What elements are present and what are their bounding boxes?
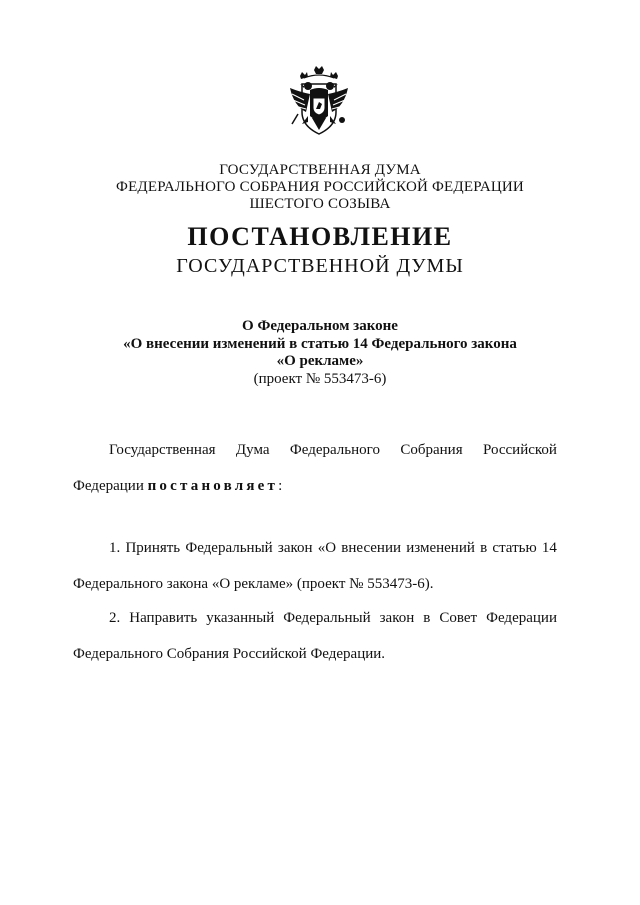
item2-line2: Федерального Собрания Российской Федерации. [73, 646, 386, 662]
item1-line1 [109, 540, 557, 557]
word: в [480, 540, 488, 556]
word: Собрания [400, 442, 463, 458]
word: статью [492, 540, 537, 556]
colon: : [278, 478, 283, 494]
word: Направить [129, 610, 198, 626]
preamble-line1 [109, 442, 557, 459]
subject-line3: «О рекламе» [276, 353, 364, 369]
word: Федеральный [185, 540, 273, 556]
word: Федерации [486, 610, 557, 626]
project-number: (проект № 553473-6) [253, 371, 387, 387]
word: Дума [235, 442, 270, 458]
word: Федеральный [283, 610, 371, 626]
russian-coat-of-arms-icon [286, 66, 352, 142]
preamble-text: Федерации [73, 478, 148, 494]
word: закон [277, 540, 313, 556]
word: изменений [406, 540, 475, 556]
word: Российской [483, 442, 557, 458]
convocation-line: ШЕСТОГО СОЗЫВА [249, 196, 391, 212]
subject-line1: О Федеральном законе [242, 318, 398, 334]
word: внесении [341, 540, 402, 556]
document-type-title: ПОСТАНОВЛЕНИЕ [187, 222, 453, 251]
word: Государственная [109, 442, 216, 458]
word: Федерального [289, 442, 380, 458]
preamble-line2 [73, 478, 282, 495]
item2-line1 [109, 610, 557, 627]
document-type-subtitle: ГОСУДАРСТВЕННОЙ ДУМЫ [176, 255, 464, 277]
word: Совет [439, 610, 478, 626]
word: Принять [125, 540, 181, 556]
word: 1. [109, 540, 121, 556]
word: «О [317, 540, 337, 556]
resolves-word: постановляет [147, 478, 279, 494]
subject-line2: «О внесении изменений в статью 14 Федерального закона [123, 336, 517, 352]
word: в [423, 610, 431, 626]
word: 14 [541, 540, 557, 556]
org-name-line2: ФЕДЕРАЛЬНОГО СОБРАНИЯ РОССИЙСКОЙ ФЕДЕРАЦИИ [116, 179, 524, 195]
item1-line2: Федерального закона «О рекламе» (проект № 553473-6). [73, 576, 434, 592]
word: указанный [206, 610, 275, 626]
org-name-line1: ГОСУДАРСТВЕННАЯ ДУМА [219, 162, 421, 178]
word: закон [379, 610, 415, 626]
word: 2. [109, 610, 121, 626]
